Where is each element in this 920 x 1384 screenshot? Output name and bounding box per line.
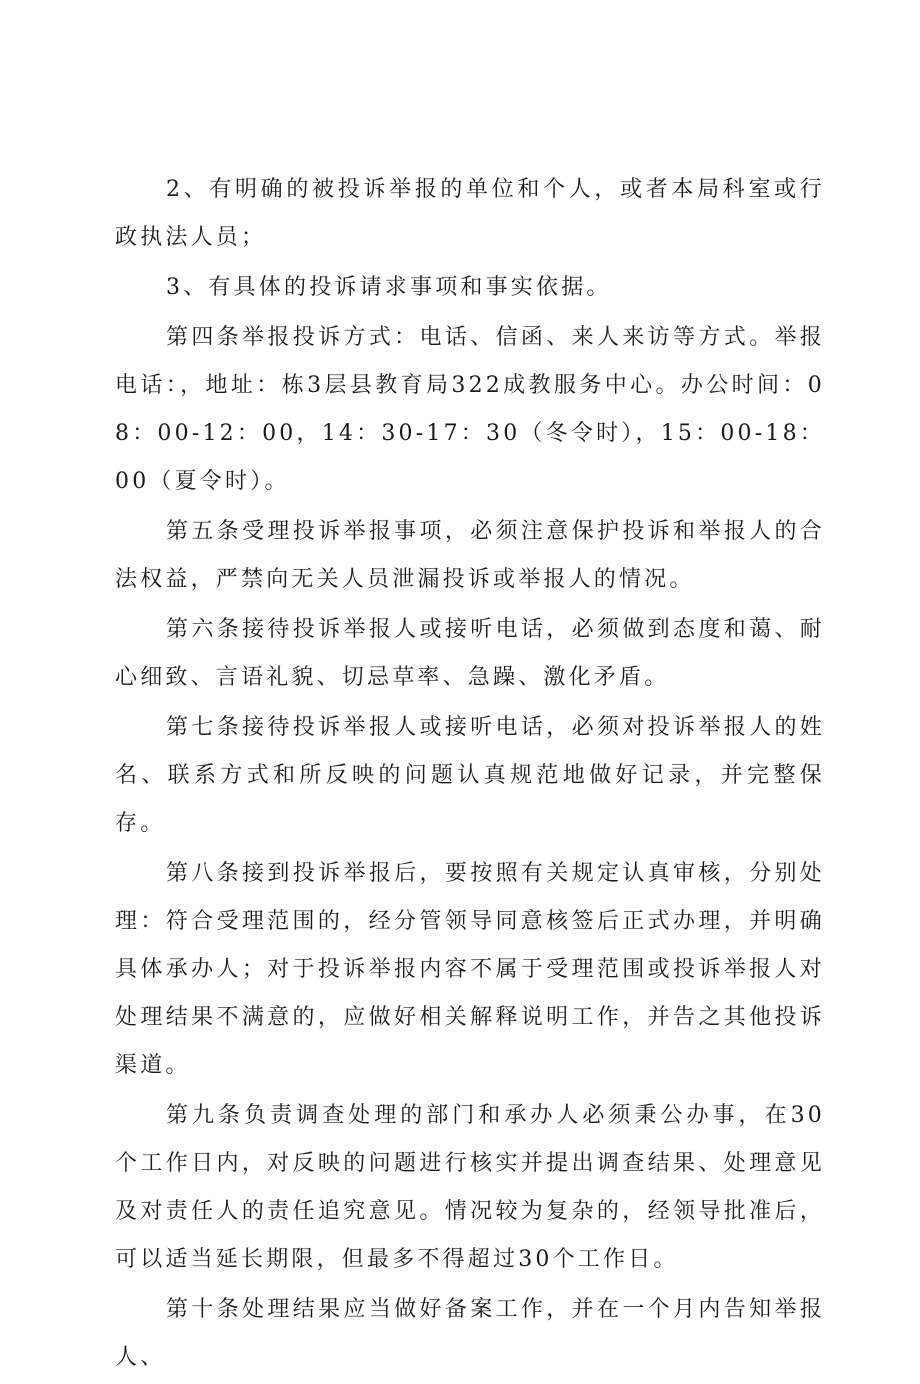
paragraph-item-2: 2、有明确的被投诉举报的单位和个人，或者本局科室或行政执法人员； bbox=[115, 177, 825, 250]
document-body bbox=[115, 166, 825, 1384]
paragraph-article-9: 第九条负责调查处理的部门和承办人必须秉公办事，在30个工作日内，对反映的问题进行核实并提出调查结果、处理意见及对责任人的责任追究意见。情况较为复杂的，经领导批准后，可以适当延长期限，但最多不得超过30个工作日。 bbox=[115, 1103, 825, 1272]
paragraph-article-10: 第十条处理结果应当做好备案工作，并在一个月内告知举报人、 bbox=[115, 1297, 825, 1370]
paragraph-item-3: 3、有具体的投诉请求事项和事实依据。 bbox=[166, 275, 612, 300]
paragraph-article-4: 第四条举报投诉方式：电话、信函、来人来访等方式。举报电话：，地址：栋3层县教育局322成教服务中心。办公时间：08：00-12：00，14：30-17：30（冬令时），15：00-18：00（夏令时）。 bbox=[115, 325, 825, 494]
paragraph-article-8: 第八条接到投诉举报后，要按照有关规定认真审核，分别处理：符合受理范围的，经分管领导同意核签后正式办理，并明确具体承办人；对于投诉举报内容不属于受理范围或投诉举报人对处理结果不满意的，应做好相关解释说明工作，并告之其他投诉渠道。 bbox=[115, 861, 825, 1078]
paragraph-article-6: 第六条接待投诉举报人或接听电话，必须做到态度和蔼、耐心细致、言语礼貌、切忌草率、急躁、激化矛盾。 bbox=[115, 617, 825, 690]
paragraph-article-5: 第五条受理投诉举报事项，必须注意保护投诉和举报人的合法权益，严禁向无关人员泄漏投诉或举报人的情况。 bbox=[115, 519, 825, 592]
paragraph-article-7: 第七条接待投诉举报人或接听电话，必须对投诉举报人的姓名、联系方式和所反映的问题认真规范地做好记录，并完整保存。 bbox=[115, 715, 825, 836]
